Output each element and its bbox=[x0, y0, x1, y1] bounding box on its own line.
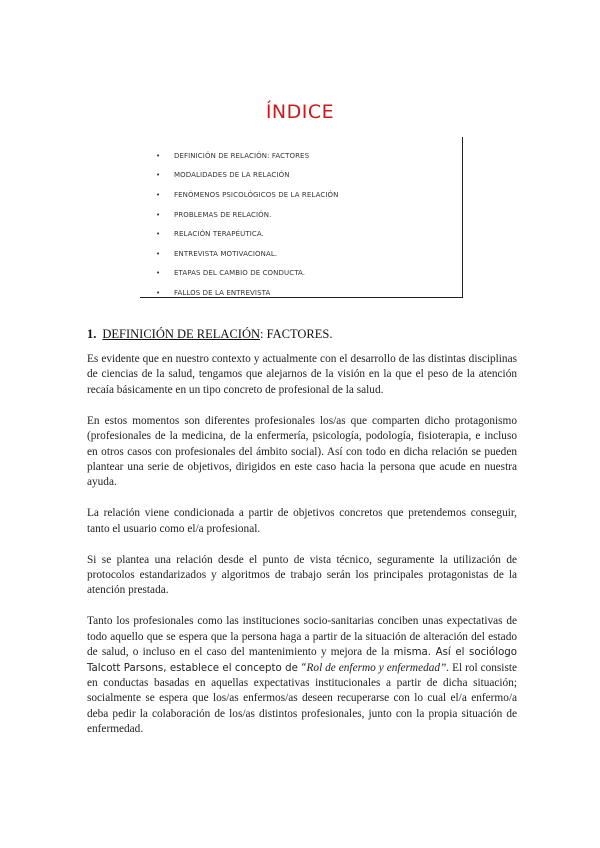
section-heading bbox=[87, 327, 332, 342]
concept-term: Rol de enfermo y enfermedad bbox=[306, 661, 441, 674]
concept-quote-close: ”. bbox=[440, 661, 450, 674]
section-number: 1. bbox=[87, 327, 97, 341]
toc-item bbox=[156, 264, 338, 284]
bullet-icon: • bbox=[156, 288, 161, 297]
paragraph bbox=[87, 614, 517, 737]
bullet-icon: • bbox=[156, 171, 161, 180]
toc-item-label: ETAPAS DEL CAMBIO DE CONDUCTA. bbox=[174, 269, 306, 278]
bullet-icon: • bbox=[156, 269, 161, 278]
toc-item-label: ENTREVISTA MOTIVACIONAL. bbox=[174, 249, 278, 258]
paragraph: La relación viene condicionada a partir de objetivos concretos que pretendemos conseguir, tanto el usuario como el/a profesional. bbox=[87, 507, 517, 535]
toc-item-label: PROBLEMAS DE RELACIÓN. bbox=[174, 210, 272, 219]
toc-item bbox=[156, 205, 338, 225]
toc-item bbox=[156, 185, 338, 205]
section-body bbox=[87, 352, 517, 753]
toc-item bbox=[156, 244, 338, 264]
paragraph-text-sans: misma. Así el sociólogo Talcott Parsons, establece el concepto de “ bbox=[87, 647, 517, 674]
paragraph-text: Tanto los profesionales como las instituciones socio-sanitarias conciben unas expectativas de todo aquello que se espera que la persona haga a partir de la situación de alteración del estado de salud, o incluso en el caso del mantenimiento y mejora de la bbox=[87, 615, 517, 659]
toc-item-label: RELACIÓN TERAPÉUTICA. bbox=[174, 230, 264, 239]
toc-item-label: MODALIDADES DE LA RELACIÓN bbox=[174, 171, 290, 180]
toc-item bbox=[156, 224, 338, 244]
bullet-icon: • bbox=[156, 249, 161, 258]
toc-item bbox=[156, 283, 338, 303]
paragraph-text: El rol consiste en conductas basadas en aquellas expectativas institucionales a partir de dicha situación; socialmente se espera que los/as enfermos/as deseen recuperarse con lo cual el/a enfermo/a deba pedir la colaboración de los/as distintos profesionales, junto con la propia situación de enfermedad. bbox=[87, 661, 517, 736]
bullet-icon: • bbox=[156, 210, 161, 219]
paragraph: En estos momentos son diferentes profesionales los/as que comparten dicho protagonismo (profesionales de la medicina, de la enfermería, psicología, podología, fisioterapia, e incluso en otros casos con profesionales del ámbito social). Así con todo en dicha relación se pueden plantear una serie de objetivos, dirigidos en este caso hacia la persona que acude en nuestra ayuda. bbox=[87, 414, 517, 489]
paragraph: Es evidente que en nuestro contexto y actualmente con el desarrollo de las distintas disciplinas de ciencias de la salud, tengamos que alejarnos de la visión en la que el peso de la atención recaía básicamente en un tipo concreto de profesional de la salud. bbox=[87, 353, 517, 396]
bullet-icon: • bbox=[156, 230, 161, 239]
section-heading-rest: : FACTORES. bbox=[260, 327, 333, 341]
bullet-icon: • bbox=[156, 151, 161, 160]
paragraph: Si se plantea una relación desde el punto de vista técnico, seguramente la utilización de protocolos estandarizados y algoritmos de trabajo serán los principales protagonistas de la atención prestada. bbox=[87, 553, 517, 597]
toc-item-label: FALLOS DE LA ENTREVISTA bbox=[174, 288, 271, 297]
toc-item-label: FENÓMENOS PSICOLÓGICOS DE LA RELACIÓN bbox=[174, 190, 339, 199]
toc-item bbox=[156, 166, 338, 186]
index-title: ÍNDICE bbox=[265, 101, 335, 123]
toc-item-label: DEFINICIÓN DE RELACIÓN: FACTORES bbox=[174, 151, 310, 160]
bullet-icon: • bbox=[156, 190, 161, 199]
section-heading-underlined: DEFINICIÓN DE RELACIÓN bbox=[102, 327, 260, 341]
toc-item bbox=[156, 146, 338, 166]
toc-list bbox=[156, 146, 338, 303]
table-of-contents bbox=[140, 137, 463, 298]
